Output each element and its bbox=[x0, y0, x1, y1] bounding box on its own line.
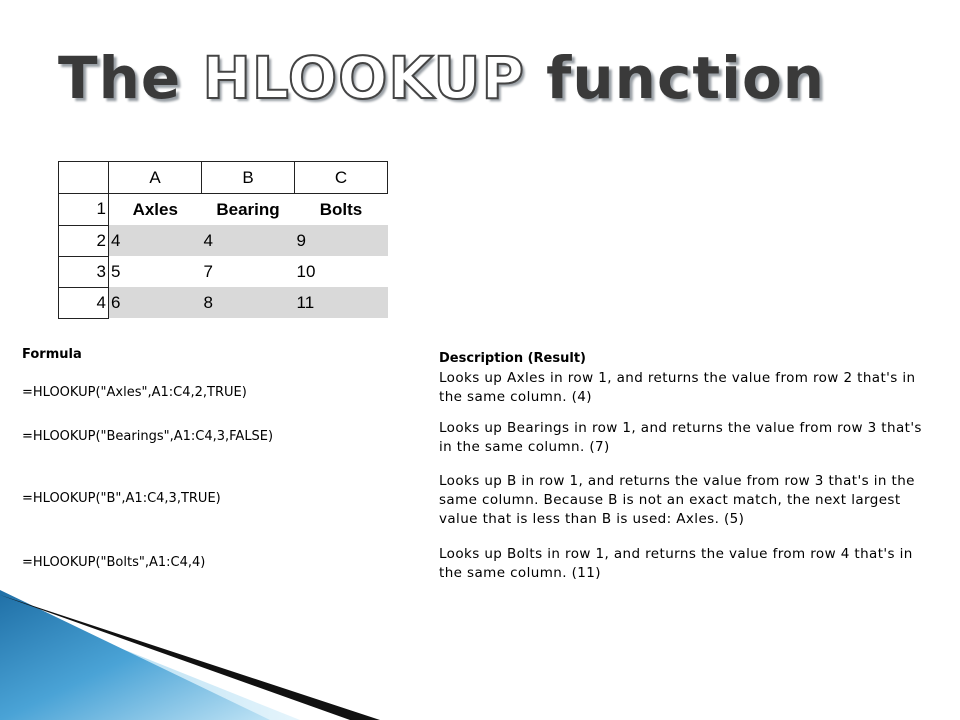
formula-4: =HLOOKUP("Bolts",A1:C4,4) bbox=[22, 555, 206, 570]
column-header-c: C bbox=[295, 162, 388, 194]
row-header: 2 bbox=[59, 225, 109, 256]
cell-c3: 10 bbox=[296, 261, 316, 281]
column-header-a: A bbox=[109, 162, 202, 194]
table-row bbox=[59, 287, 388, 318]
title-part-hlookup: HLOOKUP bbox=[202, 44, 525, 112]
cell-b4: 8 bbox=[202, 287, 295, 318]
cell-c1: Bolts bbox=[319, 199, 363, 219]
formula-1: =HLOOKUP("Axles",A1:C4,2,TRUE) bbox=[22, 385, 247, 400]
title-part-the: The bbox=[58, 44, 203, 112]
column-header-row bbox=[59, 162, 388, 194]
formula-3: =HLOOKUP("B",A1:C4,3,TRUE) bbox=[22, 491, 221, 506]
row-header: 3 bbox=[59, 256, 109, 287]
table-row bbox=[59, 256, 388, 287]
corner-decoration bbox=[0, 560, 420, 720]
spreadsheet-grid bbox=[58, 161, 388, 319]
row-header: 1 bbox=[59, 194, 109, 226]
title-part-function: function bbox=[524, 44, 826, 112]
formula-heading: Formula bbox=[22, 347, 82, 362]
cell-a2: 4 bbox=[109, 225, 202, 256]
description-2: Looks up Bearings in row 1, and returns the value from row 3 that's in the same column. (7) bbox=[439, 420, 922, 455]
description-heading: Description (Result) bbox=[439, 351, 586, 366]
column-header-b: B bbox=[202, 162, 295, 194]
cell-c4: 11 bbox=[295, 287, 388, 318]
row-header: 4 bbox=[59, 287, 109, 318]
corner-cell bbox=[59, 162, 109, 194]
cell-a1: Axles bbox=[132, 199, 178, 219]
cell-b1: Bearing bbox=[216, 199, 280, 219]
cell-a4: 6 bbox=[109, 287, 202, 318]
description-3: Looks up B in row 1, and returns the value from row 3 that's in the same column. Because B is not an exact match, the next largest value that is less than B is used: Axles. (5) bbox=[439, 473, 915, 527]
cell-c2: 9 bbox=[295, 225, 388, 256]
cell-b2: 4 bbox=[202, 225, 295, 256]
cell-b3: 7 bbox=[203, 261, 213, 281]
corner-shape-blue bbox=[0, 590, 270, 720]
table-row bbox=[59, 225, 388, 256]
description-1: Looks up Axles in row 1, and returns the value from row 2 that's in the same column. (4) bbox=[439, 370, 916, 405]
formula-2: =HLOOKUP("Bearings",A1:C4,3,FALSE) bbox=[22, 429, 274, 444]
cell-a3: 5 bbox=[111, 261, 121, 281]
table-row bbox=[59, 194, 388, 226]
slide-title bbox=[58, 44, 825, 112]
description-4: Looks up Bolts in row 1, and returns the value from row 4 that's in the same column. (11) bbox=[439, 546, 913, 581]
